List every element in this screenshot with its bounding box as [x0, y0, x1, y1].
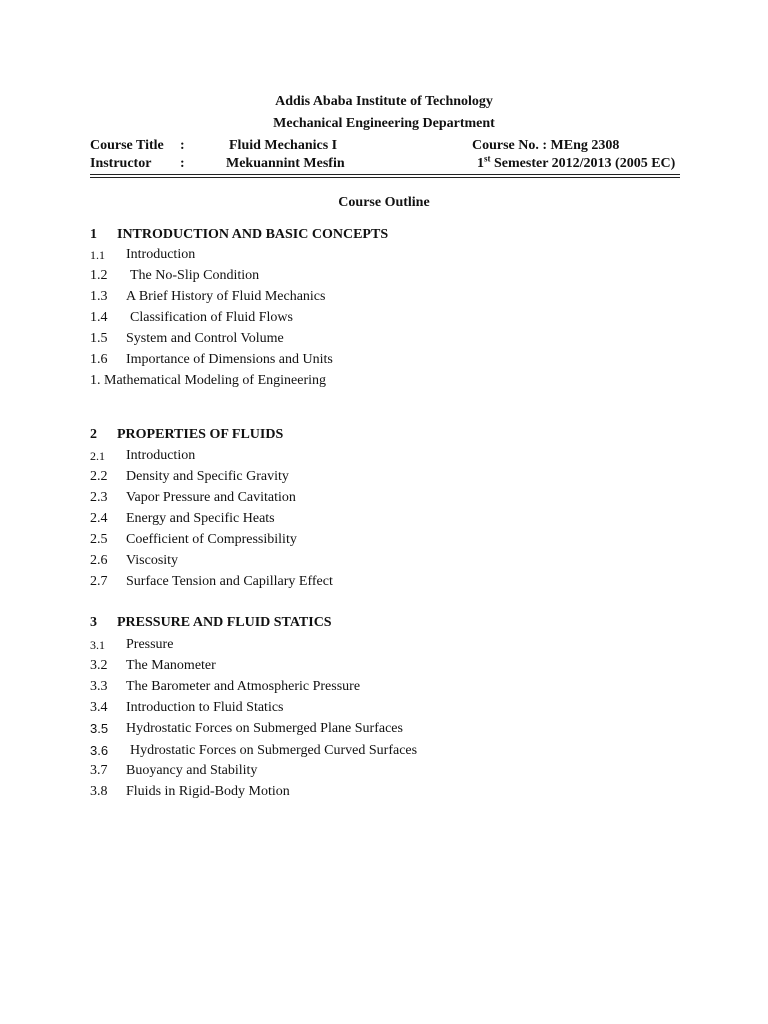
item-number: 2.2	[90, 469, 108, 484]
section-2-title	[90, 426, 283, 444]
item-number: 1.1	[90, 248, 105, 262]
item-number: 3.5	[90, 721, 109, 736]
section-number: 1	[90, 227, 97, 242]
semester-ordinal: st	[484, 153, 491, 164]
item-number: 1.4	[90, 310, 108, 325]
item-number: 2.5	[90, 532, 108, 547]
item-label: Introduction to Fluid Statics	[126, 700, 284, 715]
item-label: Viscosity	[126, 553, 179, 568]
item-label: Classification of Fluid Flows	[130, 310, 293, 325]
item-label: 1. Mathematical Modeling of Engineering	[90, 373, 326, 388]
instructor-separator: :	[180, 156, 185, 171]
item-number: 2.1	[90, 449, 105, 463]
course-title-label: Course Title	[90, 138, 164, 153]
outline-title: Course Outline	[338, 195, 430, 210]
item-number: 2.6	[90, 553, 108, 568]
item-label: Pressure	[126, 637, 174, 652]
item-label: A Brief History of Fluid Mechanics	[126, 289, 326, 304]
item-label: Introduction	[126, 247, 196, 262]
item-number: 2.3	[90, 490, 108, 505]
header-divider-top	[90, 174, 680, 175]
item-number: 1.5	[90, 331, 108, 346]
section-3-title	[90, 614, 332, 632]
section-number: 3	[90, 615, 97, 630]
item-label: Importance of Dimensions and Units	[126, 352, 333, 367]
item-number: 3.1	[90, 638, 105, 652]
semester-number: 1	[477, 156, 484, 171]
item-number: 3.2	[90, 658, 108, 673]
department-name: Mechanical Engineering Department	[273, 116, 495, 131]
item-number: 3.3	[90, 679, 108, 694]
item-label: Introduction	[126, 448, 196, 463]
item-number: 2.7	[90, 574, 108, 589]
item-label: The Barometer and Atmospheric Pressure	[126, 679, 361, 694]
institute-name: Addis Ababa Institute of Technology	[275, 94, 493, 109]
item-label: System and Control Volume	[126, 331, 284, 346]
item-number: 1.3	[90, 289, 108, 304]
course-title-value: Fluid Mechanics I	[229, 138, 338, 153]
item-label: Hydrostatic Forces on Submerged Plane Surfaces	[126, 721, 403, 736]
item-number: 3.6	[90, 743, 109, 758]
item-label: Fluids in Rigid-Body Motion	[126, 784, 290, 799]
item-label: Energy and Specific Heats	[126, 511, 275, 526]
section-heading: INTRODUCTION AND BASIC CONCEPTS	[117, 227, 389, 242]
item-label: Vapor Pressure and Cavitation	[126, 490, 296, 505]
instructor-value: Mekuannint Mesfin	[226, 156, 345, 171]
item-number: 3.4	[90, 700, 108, 715]
section-heading: PRESSURE AND FLUID STATICS	[117, 615, 332, 630]
course-title-separator: :	[180, 138, 185, 153]
item-number: 3.7	[90, 763, 108, 778]
section-number: 2	[90, 427, 97, 442]
item-label: Coefficient of Compressibility	[126, 532, 297, 547]
item-label: Buoyancy and Stability	[126, 763, 258, 778]
item-label: Density and Specific Gravity	[126, 469, 289, 484]
item-label: The Manometer	[126, 658, 216, 673]
item-label: The No-Slip Condition	[130, 268, 260, 283]
semester-text: Semester 2012/2013 (2005 EC)	[490, 156, 676, 171]
item-label: Surface Tension and Capillary Effect	[126, 574, 333, 589]
section-1-title	[90, 226, 388, 244]
instructor-label: Instructor	[90, 156, 152, 171]
semester	[477, 155, 675, 173]
item-number: 1.2	[90, 268, 108, 283]
item-number: 3.8	[90, 784, 108, 799]
section-heading: PROPERTIES OF FLUIDS	[117, 427, 284, 442]
course-number: Course No. : MEng 2308	[472, 138, 620, 153]
item-label: Hydrostatic Forces on Submerged Curved Surfaces	[130, 743, 418, 758]
item-number: 1.6	[90, 352, 108, 367]
header-divider-bottom	[90, 177, 680, 178]
item-number: 2.4	[90, 511, 108, 526]
